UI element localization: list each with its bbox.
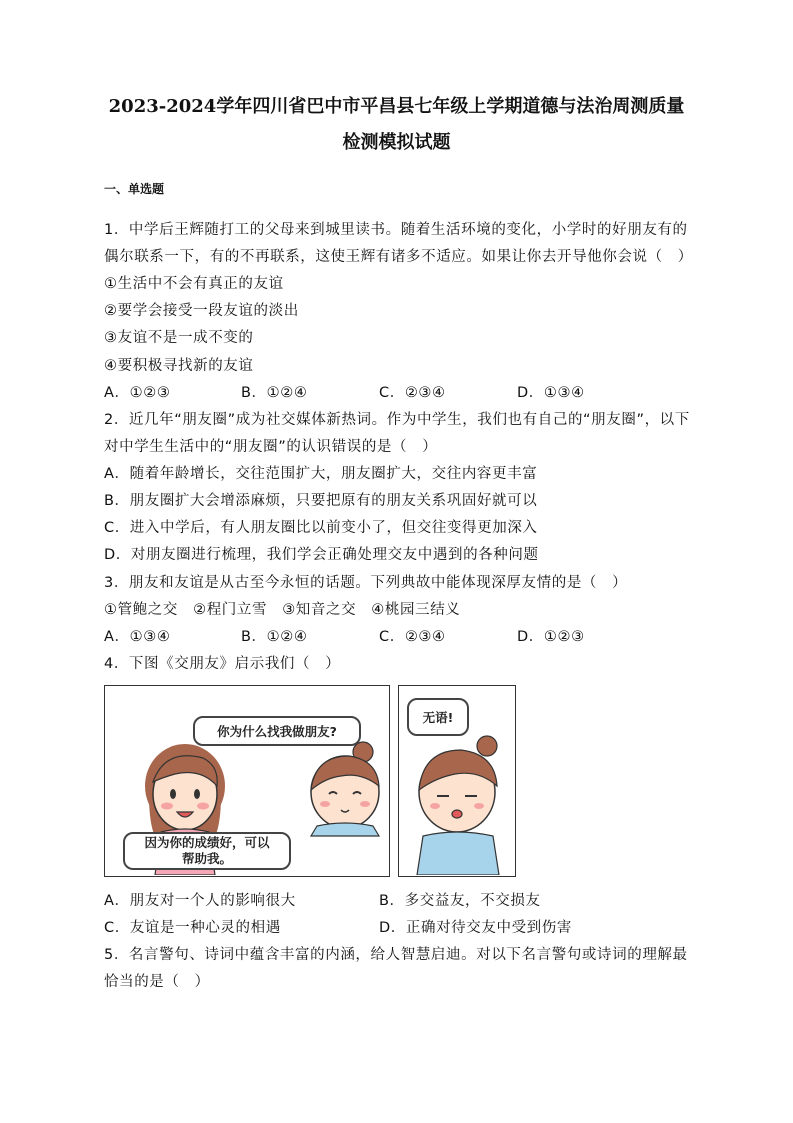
q4-option-c[interactable]: C．友谊是一种心灵的相遇 bbox=[104, 920, 281, 936]
q2-stem-line-1: 2．近几年“朋友圈”成为社交媒体新热词。作为中学生，我们也有自己的“朋友圈”，以下 bbox=[104, 412, 690, 428]
speech-bubble-question: 你为什么找我做朋友? bbox=[193, 716, 361, 746]
speech-bubble-answer-line-1: 因为你的成绩好，可以 bbox=[144, 835, 270, 850]
q5-stem-line-2: 恰当的是（ ） bbox=[104, 974, 210, 990]
comic-panel-2 bbox=[398, 685, 516, 877]
comic-panel-1 bbox=[104, 685, 390, 877]
section-heading: 一、单选题 bbox=[104, 182, 165, 196]
q2-stem-line-2: 对中学生生活中的“朋友圈”的认识错误的是（ ） bbox=[104, 439, 438, 455]
q3-option-d[interactable]: D．①②③ bbox=[517, 629, 585, 645]
q3-stem-line-1: 3．朋友和友谊是从古至今永恒的话题。下列典故中能体现深厚友情的是（ ） bbox=[104, 575, 628, 591]
title-line-1: 2023-2024学年四川省巴中市平昌县七年级上学期道德与法治周测质量 bbox=[108, 96, 685, 117]
q2-option-c[interactable]: C．进入中学后，有人朋友圈比以前变小了，但交往变得更加深入 bbox=[104, 520, 538, 536]
q1-option-b[interactable]: B．①②④ bbox=[241, 385, 308, 401]
q3-items: ①管鲍之交 ②程门立雪 ③知音之交 ④桃园三结义 bbox=[104, 602, 461, 618]
q1-item-3: ③友谊不是一成不变的 bbox=[104, 330, 254, 346]
q4-stem-line-1: 4．下图《交朋友》启示我们（ ） bbox=[104, 656, 341, 672]
q4-option-a[interactable]: A．朋友对一个人的影响很大 bbox=[104, 893, 296, 909]
child-speechless-illustration bbox=[417, 736, 499, 875]
q1-option-c[interactable]: C．②③④ bbox=[379, 385, 446, 401]
q1-option-a[interactable]: A．①②③ bbox=[104, 385, 171, 401]
q4-option-d[interactable]: D．正确对待交友中受到伤害 bbox=[379, 920, 572, 936]
q3-option-b[interactable]: B．①②④ bbox=[241, 629, 308, 645]
q2-option-a[interactable]: A．随着年龄增长，交往范围扩大，朋友圈扩大，交往内容更丰富 bbox=[104, 466, 538, 482]
speech-bubble-answer-line-2: 帮助我。 bbox=[181, 851, 232, 866]
q3-option-a[interactable]: A．①③④ bbox=[104, 629, 171, 645]
q1-item-1: ①生活中不会有真正的友谊 bbox=[104, 276, 284, 292]
q4-option-b[interactable]: B．多交益友，不交损友 bbox=[379, 893, 541, 909]
q1-item-4: ④要积极寻找新的友谊 bbox=[104, 358, 254, 374]
q2-option-b[interactable]: B．朋友圈扩大会增添麻烦，只要把原有的朋友关系巩固好就可以 bbox=[104, 493, 538, 509]
q2-option-d[interactable]: D．对朋友圈进行梳理，我们学会正确处理交友中遇到的各种问题 bbox=[104, 547, 539, 563]
speech-bubble-answer bbox=[123, 832, 291, 870]
title-line-2: 检测模拟试题 bbox=[342, 132, 451, 153]
child-right-illustration bbox=[311, 742, 379, 836]
q1-option-d[interactable]: D．①③④ bbox=[517, 385, 585, 401]
q1-stem-line-1: 1．中学后王辉随打工的父母来到城里读书。随着生活环境的变化，小学时的好朋友有的 bbox=[104, 222, 688, 238]
q1-stem-line-2: 偶尔联系一下，有的不再联系，这使王辉有诸多不适应。如果让你去开导他你会说（ ） bbox=[104, 249, 693, 265]
q1-item-2: ②要学会接受一段友谊的淡出 bbox=[104, 303, 299, 319]
speech-bubble-speechless: 无语! bbox=[407, 698, 469, 736]
q3-option-c[interactable]: C．②③④ bbox=[379, 629, 446, 645]
q5-stem-line-1: 5．名言警句、诗词中蕴含丰富的内涵，给人智慧启迪。对以下名言警句或诗词的理解最 bbox=[104, 947, 688, 963]
